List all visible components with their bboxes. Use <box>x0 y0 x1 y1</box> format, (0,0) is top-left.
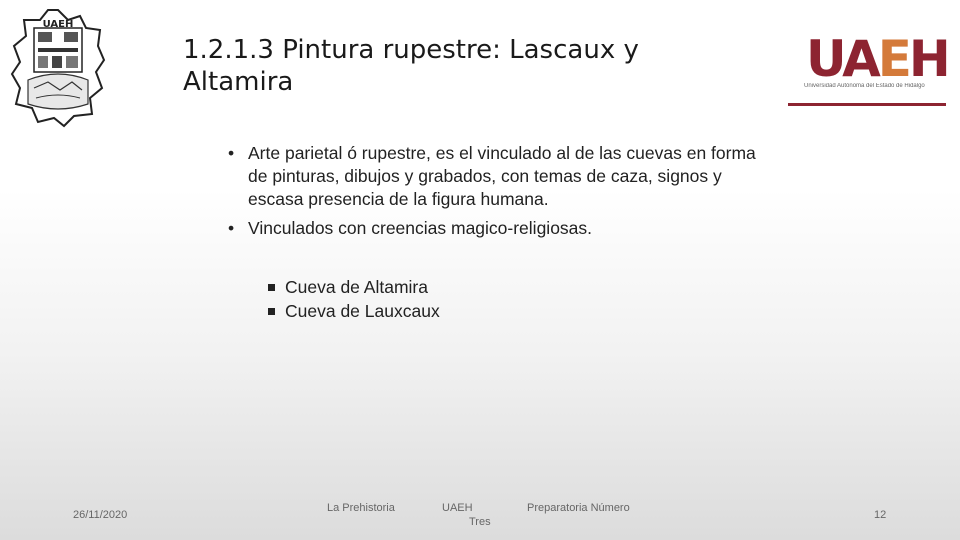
svg-text:UAEH: UAEH <box>42 19 74 30</box>
bullet-item <box>228 142 758 211</box>
footer-preparatoria: Preparatoria Número <box>527 502 630 514</box>
uaeh-logo-wordmark: UAEH <box>806 30 948 88</box>
bullet-dot-icon: • <box>228 143 235 163</box>
uaeh-logo-underline <box>788 103 946 106</box>
bullet-text: Vinculados con creencias magico-religiosas. <box>248 218 593 238</box>
uaeh-logo <box>788 30 946 108</box>
sub-list-item <box>268 299 668 323</box>
footer-topic: La Prehistoria <box>327 502 395 514</box>
slide-title: 1.2.1.3 Pintura rupestre: Lascaux y Altamira <box>183 35 639 97</box>
sub-list-text: Cueva de Altamira <box>285 277 428 297</box>
sub-list <box>268 275 668 323</box>
footer-uaeh: UAEH <box>442 502 473 514</box>
bullet-item <box>228 217 758 240</box>
uaeh-logo-tagline: Universidad Autónoma del Estado de Hidalgo <box>804 83 925 89</box>
square-bullet-icon <box>268 308 275 315</box>
square-bullet-icon <box>268 284 275 291</box>
footer-date: 26/11/2020 <box>73 509 128 521</box>
footer-page-number: 12 <box>874 509 887 521</box>
sub-list-text: Cueva de Lauxcaux <box>285 301 440 321</box>
sub-list-item <box>268 275 668 299</box>
bullet-dot-icon: • <box>228 218 235 238</box>
footer-tres: Tres <box>469 516 491 528</box>
school-seal-logo <box>8 6 108 128</box>
bullet-list <box>228 142 758 246</box>
bullet-text: Arte parietal ó rupestre, es el vinculado al de las cuevas en forma de pinturas, dibujos y grabados, con temas de caza, signos y escasa presencia de la figura humana. <box>248 143 756 209</box>
